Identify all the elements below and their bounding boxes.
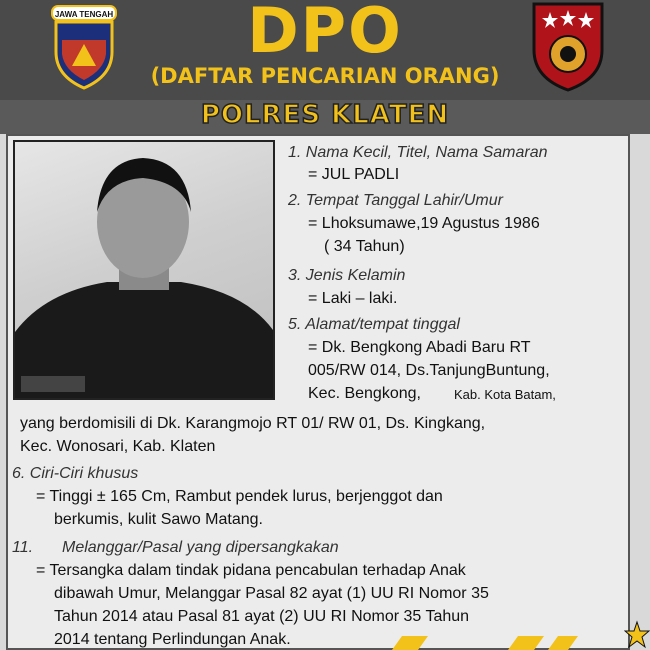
field-6-label: 6. Ciri-Ciri khusus [12,465,139,482]
field-11-label: Melanggar/Pasal yang dipersangkakan [62,539,339,556]
field-11-number: 11. [12,539,34,556]
field-5-line-3b: Kab. Kota Batam, [454,387,556,402]
field-5-line-3a: Kec. Bengkong, [308,385,421,402]
person-silhouette [15,142,273,398]
page-subtitle: (DAFTAR PENCARIAN ORANG) [150,64,500,88]
field-1-value: = JUL PADLI [308,166,400,183]
field-5-line-4: yang berdomisili di Dk. Karangmojo RT 01/ RW 01, Ds. Kingkang, [20,415,486,432]
field-5-label: 5. Alamat/tempat tinggal [288,316,460,333]
field-1-label: 1. Nama Kecil, Titel, Nama Samaran [288,144,548,161]
field-11-line-3: Tahun 2014 atau Pasal 81 ayat (2) UU RI Nomor 35 Tahun [54,608,470,625]
field-11-line-2: dibawah Umur, Melanggar Pasal 82 ayat (1) UU RI Nomor 35 [54,585,489,602]
page-title: DPO [247,0,403,67]
field-3-label: 3. Jenis Kelamin [288,267,406,284]
star-icon [624,620,650,650]
unit-name: POLRES KLATEN [200,100,450,130]
field-2-value: = Lhoksumawe,19 Agustus 1986 [308,215,540,232]
emblem-text: JAWA TENGAH [54,10,114,19]
yellow-banner-fragment [388,632,578,650]
suspect-photo [13,140,275,400]
field-11-line-4: 2014 tentang Perlindungan Anak. [54,631,291,648]
field-6-line-1: = Tinggi ± 165 Cm, Rambut pendek lurus, berjenggot dan [36,488,443,505]
field-2-age: ( 34 Tahun) [324,238,405,255]
field-3-value: = Laki – laki. [308,290,398,307]
field-11-line-1: = Tersangka dalam tindak pidana pencabulan terhadap Anak [36,562,466,579]
field-2-label: 2. Tempat Tanggal Lahir/Umur [288,192,503,209]
field-5-line-5: Kec. Wonosari, Kab. Klaten [20,438,216,455]
field-5-line-2: 005/RW 014, Ds.TanjungBuntung, [308,362,550,379]
field-5-line-1: = Dk. Bengkong Abadi Baru RT [308,339,531,356]
field-6-line-2: berkumis, kulit Sawo Matang. [54,511,263,528]
